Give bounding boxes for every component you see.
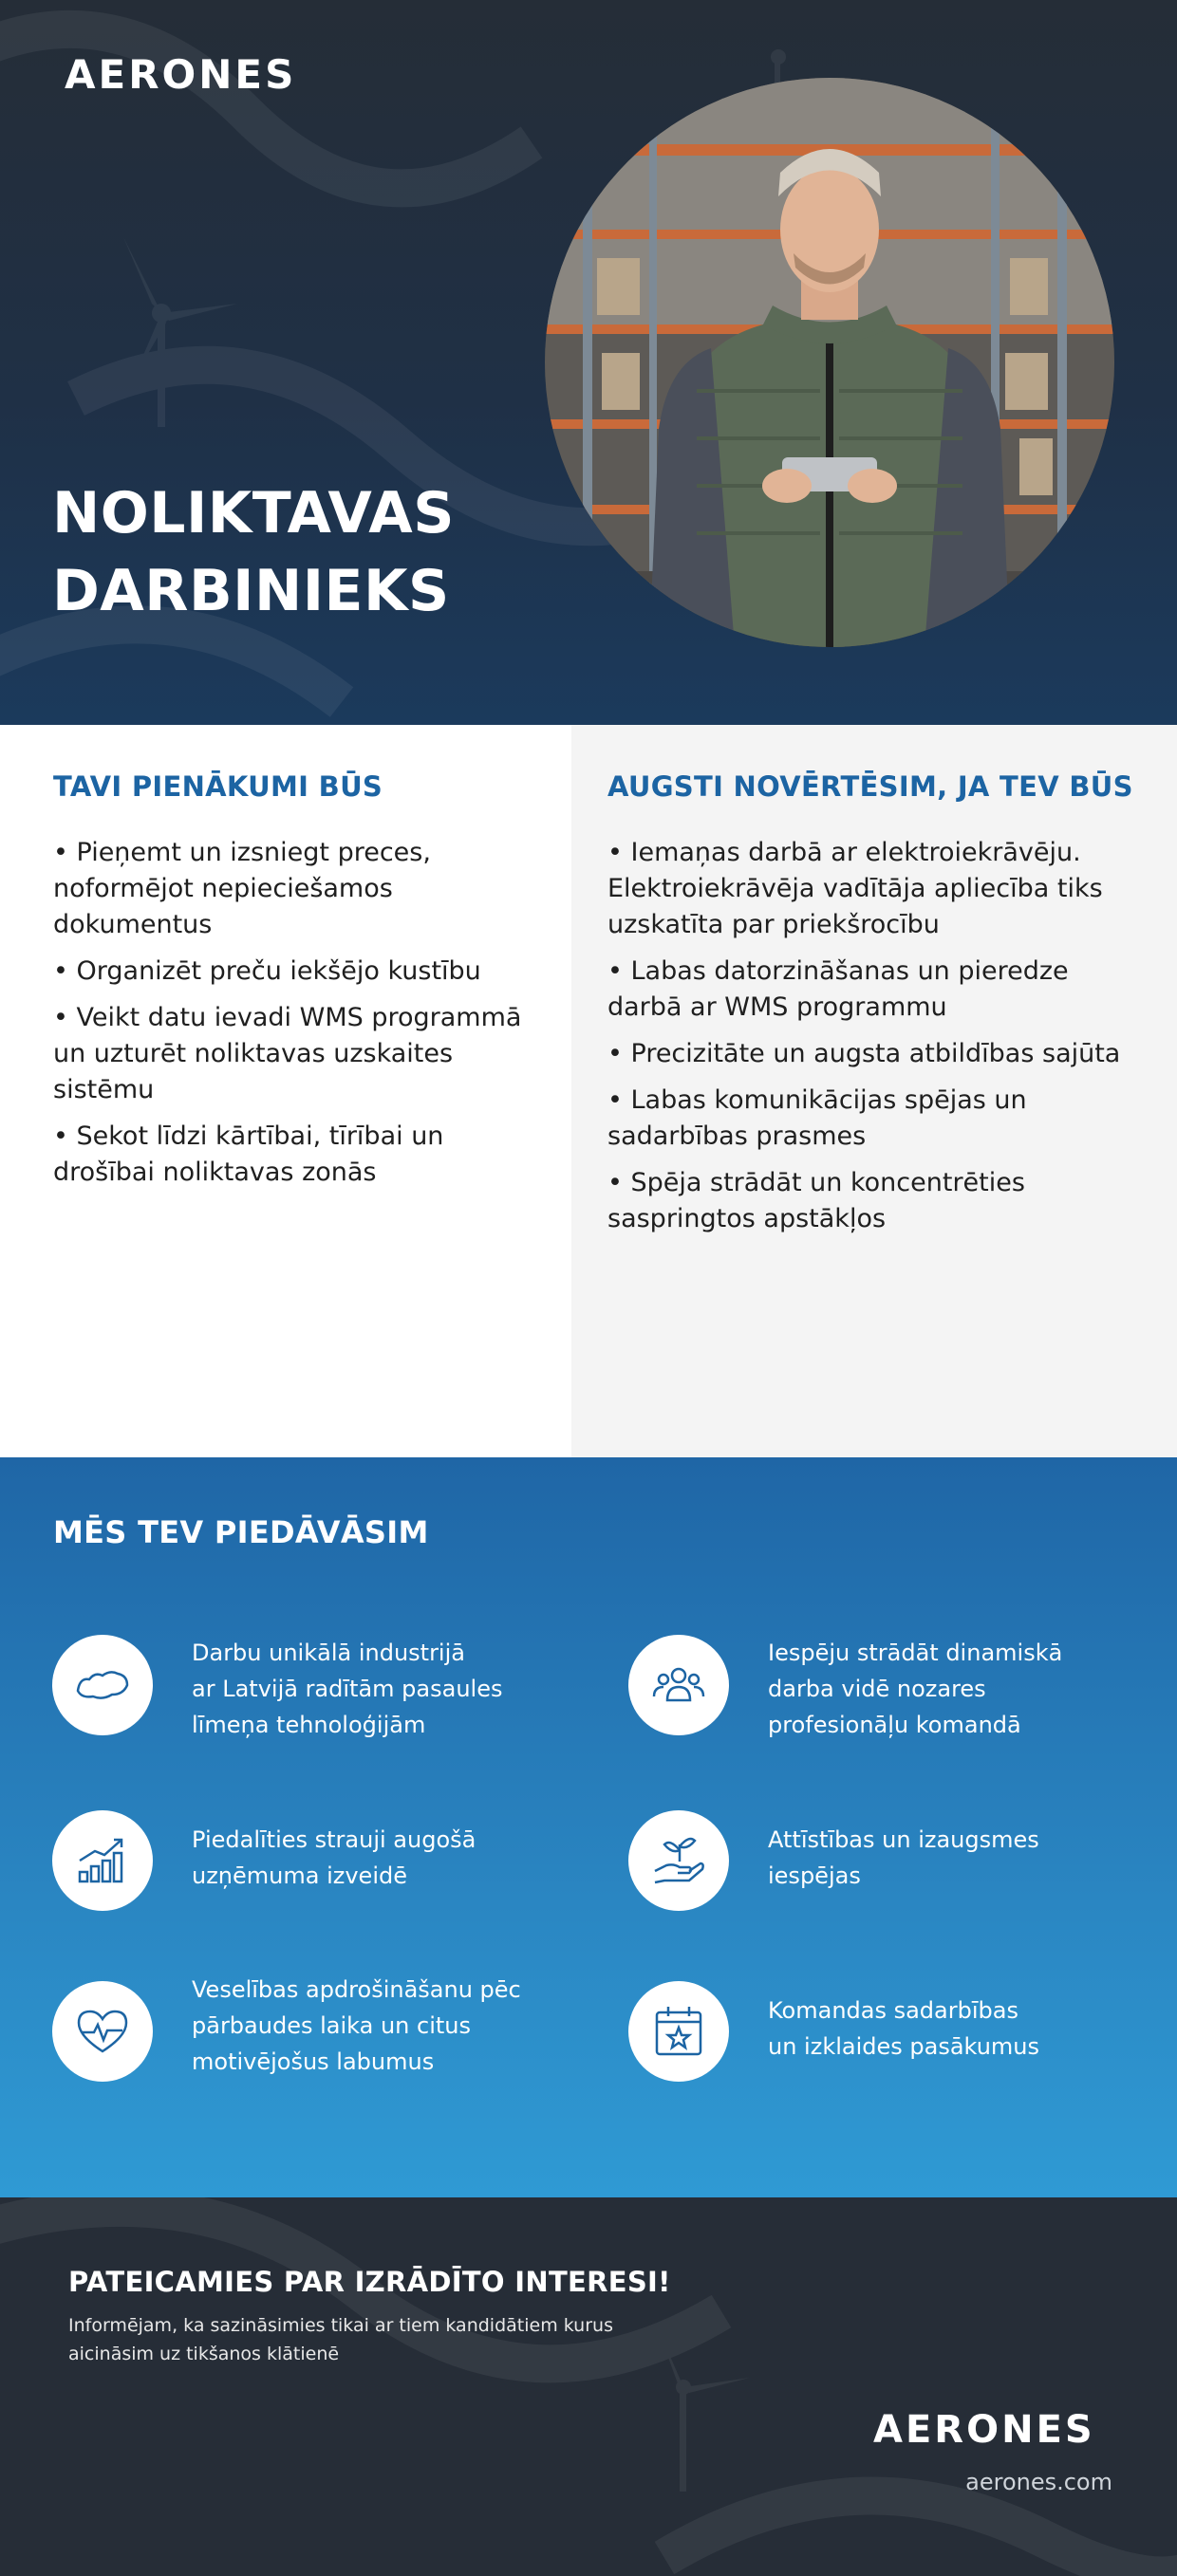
requirements-list <box>607 835 1149 1248</box>
contact-note: Informējam, ka sazināsimies tikai ar tiem kandidātiem kurus aicināsim uz tikšanos klātienē <box>68 2315 613 2364</box>
offer-item <box>52 1635 584 1739</box>
thanks-title: PATEICAMIES PAR IZRĀDĪTO INTERESI! <box>68 2266 671 2298</box>
list-item: • Labas datorzināšanas un pieredze darbā ar WMS programmu <box>607 956 1069 1022</box>
offer-item <box>628 1810 1160 1915</box>
offer-text: Iespēju strādāt dinamiskā darba vidē nozares profesionāļu komandā <box>768 1640 1063 1738</box>
aerones-logo: AERONES <box>873 2408 1095 2452</box>
website-link[interactable]: aerones.com <box>965 2469 1112 2495</box>
duties-section <box>0 725 571 1457</box>
requirements-title: AUGSTI NOVĒRTĒSIM, JA TEV BŪS <box>607 770 1133 803</box>
team-icon <box>628 1635 729 1735</box>
latvia-map-icon <box>52 1635 153 1735</box>
plant-hand-icon <box>628 1810 729 1911</box>
offer-text: Attīstības un izaugsmes iespējas <box>768 1826 1039 1889</box>
list-item: • Sekot līdzi kārtībai, tīrībai un drošībai noliktavas zonās <box>53 1121 444 1187</box>
requirements-section <box>571 725 1177 1457</box>
hero-section <box>0 0 1177 725</box>
job-title-line1: NOLIKTAVAS <box>52 480 455 547</box>
list-item: • Precizitāte un augsta atbildības sajūta <box>607 1039 1121 1068</box>
duties-list <box>53 835 547 1201</box>
offer-text: Darbu unikālā industrijā ar Latvijā radītām pasaules līmeņa tehnoloģijām <box>192 1640 503 1738</box>
list-item: • Organizēt preču iekšējo kustību <box>53 956 481 986</box>
offer-item <box>628 1635 1160 1739</box>
list-item: • Spēja strādāt un koncentrēties saspringtos apstākļos <box>607 1168 1025 1233</box>
list-item: • Pieņemt un izsniegt preces, noformējot nepieciešamos dokumentus <box>53 838 431 939</box>
offer-text: Piedalīties strauji augošā uzņēmuma izveidē <box>192 1826 476 1889</box>
list-item: • Iemaņas darbā ar elektroiekrāvēju. Elektroiekrāvēja vadītāja apliecība tiks uzskatīta par priekšrocību <box>607 838 1103 939</box>
list-item: • Labas komunikācijas spējas un sadarbības prasmes <box>607 1085 1027 1151</box>
job-title <box>52 474 455 630</box>
footer-section <box>0 2197 1177 2576</box>
offer-item <box>52 1976 584 2085</box>
offer-text: Veselības apdrošināšanu pēc pārbaudes laika un citus motivējošus labumus <box>192 1976 521 2075</box>
offers-title: MĒS TEV PIEDĀVĀSIM <box>53 1514 429 1550</box>
offer-item <box>628 1981 1160 2085</box>
growth-chart-icon <box>52 1810 153 1911</box>
job-title-line2: DARBINIEKS <box>52 558 450 624</box>
duties-title: TAVI PIENĀKUMI BŪS <box>53 770 383 803</box>
heart-pulse-icon <box>52 1981 153 2082</box>
background-pattern <box>0 2197 1177 2576</box>
aerones-logo: AERONES <box>65 51 297 98</box>
offer-item <box>52 1810 584 1915</box>
warehouse-worker-photo <box>545 78 1114 647</box>
worker-illustration <box>545 78 1114 647</box>
calendar-star-icon <box>628 1981 729 2082</box>
offers-section <box>0 1457 1177 2197</box>
offer-text: Komandas sadarbības un izklaides pasākumus <box>768 1997 1040 2060</box>
list-item: • Veikt datu ievadi WMS programmā un uzturēt noliktavas uzskaites sistēmu <box>53 1003 522 1104</box>
